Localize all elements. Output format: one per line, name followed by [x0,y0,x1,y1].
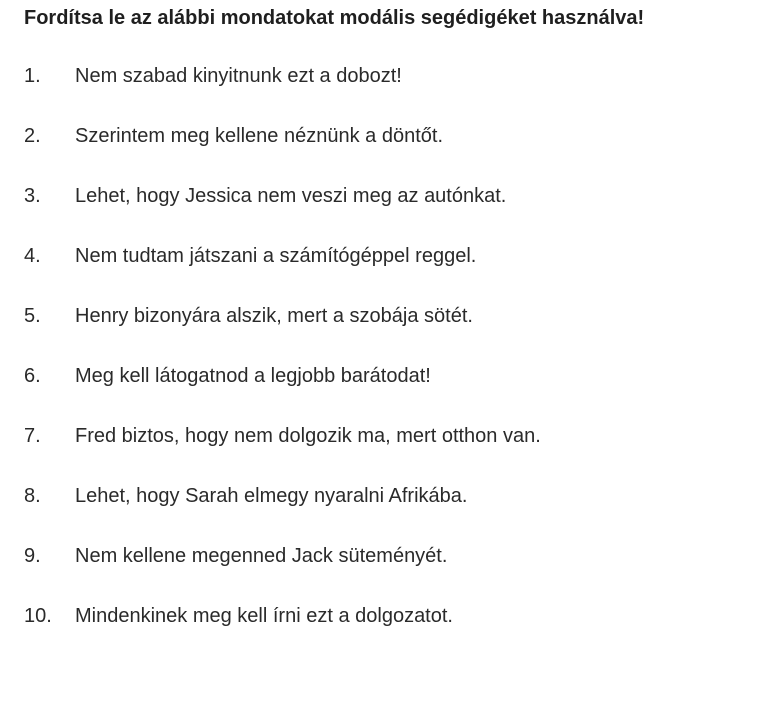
list-item-number: 2. [24,125,41,147]
list-item-text: Meg kell látogatnod a legjobb barátodat! [75,365,431,387]
list-item [0,540,779,572]
list-item-text: Henry bizonyára alszik, mert a szobája sötét. [75,305,473,327]
list-item [0,120,779,152]
list-item [0,180,779,212]
list-item-number: 10. [24,605,52,627]
list-item-text: Nem szabad kinyitnunk ezt a dobozt! [75,65,402,87]
list-item-number: 7. [24,425,41,447]
list-item [0,600,779,632]
list-item [0,60,779,92]
list-item-text: Nem tudtam játszani a számítógéppel reggel. [75,245,477,267]
list-item [0,240,779,272]
list-item-text: Mindenkinek meg kell írni ezt a dolgozatot. [75,605,453,627]
list-item [0,420,779,452]
list-item [0,360,779,392]
list-item-number: 3. [24,185,41,207]
page-title: Fordítsa le az alábbi mondatokat modális segédigéket használva! [24,7,645,29]
list-item-number: 4. [24,245,41,267]
list-item-number: 6. [24,365,41,387]
list-item-text: Fred biztos, hogy nem dolgozik ma, mert otthon van. [75,425,541,447]
list-item [0,480,779,512]
list-item-number: 5. [24,305,41,327]
list-item-text: Lehet, hogy Sarah elmegy nyaralni Afrikába. [75,485,468,507]
list-item-number: 1. [24,65,41,87]
list-item-text: Lehet, hogy Jessica nem veszi meg az autónkat. [75,185,507,207]
list-item-text: Szerintem meg kellene néznünk a döntőt. [75,125,443,147]
list-item-number: 8. [24,485,41,507]
list-item-number: 9. [24,545,41,567]
list-item-text: Nem kellene megenned Jack süteményét. [75,545,448,567]
list-item [0,300,779,332]
